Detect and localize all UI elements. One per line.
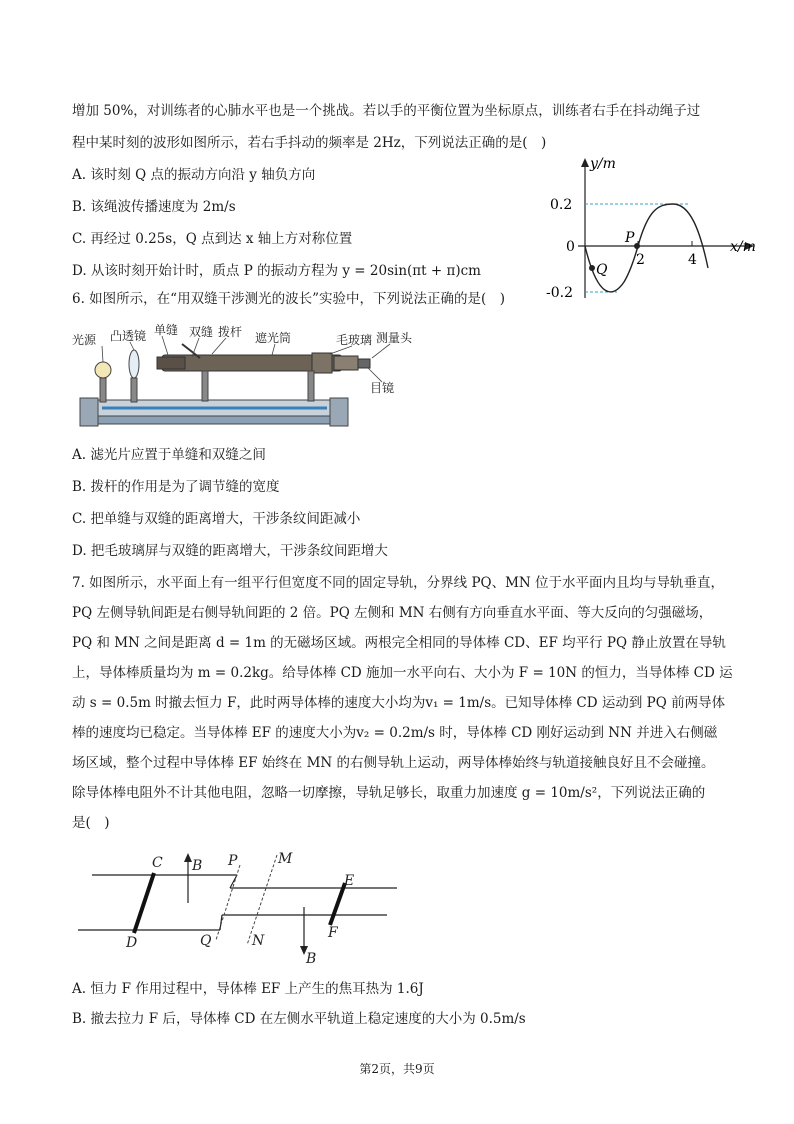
tube-stand-right (308, 371, 314, 401)
rail-right-foot (330, 398, 348, 426)
label-q: Q (200, 933, 212, 949)
y-axis-label: y/m (590, 156, 616, 172)
boundary-pq (216, 865, 240, 940)
slit-holder (157, 357, 185, 369)
rod-cd (134, 873, 154, 933)
label-measuring-head: 测量头 (376, 331, 413, 345)
y-max-label: 0.2 (550, 197, 573, 213)
q5-option-d: D. 从该时刻开始计时，质点 P 的振动方程为 y = 20sin(πt + π)cm (72, 263, 481, 279)
q5-option-a: A. 该时刻 Q 点的振动方向沿 y 轴负方向 (72, 167, 316, 183)
q6-stem: 6. 如图所示，在“用双缝干涉测光的波长”实验中，下列说法正确的是( ) (72, 291, 506, 307)
label-d: D (126, 935, 138, 951)
q7-stem-line-5: 动 s = 0.5m 时撤去恒力 F，此时两导体棒的速度大小均为v₁ = 1m/s。已知导体棒 CD 运动到 PQ 前两导体 (72, 695, 726, 711)
q7-stem-line-7: 场区域，整个过程中导体棒 EF 始终在 MN 的右侧导轨上运动，两导体棒始终与轨道接触良好且不会碰撞。 (72, 755, 715, 771)
q7-stem-line-8: 除导体棒电阻外不计其他电阻，忽略一切摩擦，导轨足够长，取重力加速度 g = 10m/s²，下列说法正确的 (72, 785, 706, 801)
point-p-label: P (625, 230, 635, 246)
page-footer: 第2页，共9页 (359, 1062, 435, 1076)
q7-stem-line-2: PQ 左侧导轨间距是右侧导轨间距的 2 倍。PQ 左侧和 MN 右侧有方向垂直水平面、等大反向的匀强磁场， (72, 605, 713, 621)
point-p-marker (634, 243, 640, 249)
q7-stem-line-1: 7. 如图所示，水平面上有一组平行但宽度不同的固定导轨，分界线 PQ、MN 位于水平面内且均与导轨垂直， (72, 575, 725, 591)
label-m: M (278, 851, 293, 867)
q7-option-b: B. 撤去拉力 F 后，导体棒 CD 在左侧水平轨道上稳定速度的大小为 0.5m/s (72, 1011, 526, 1027)
tube-stand-left (202, 371, 208, 401)
x-axis-label: x/m (730, 239, 756, 255)
bulb (95, 362, 111, 378)
q5-option-b: B. 该绳波传播速度为 2m/s (72, 199, 236, 215)
label-lever: 拨杆 (218, 325, 243, 339)
boundary-mn (247, 855, 277, 945)
q6-option-c: C. 把单缝与双缝的距离增大，干涉条纹间距减小 (72, 511, 361, 527)
double-slit-apparatus (72, 322, 422, 432)
q7-stem-line-4: 上，导体棒质量均为 m = 0.2kg。给导体棒 CD 施加一水平向右、大小为 F = 10N 的恒力，当导体棒 CD 运 (72, 665, 733, 681)
label-e: E (344, 873, 355, 889)
lens-stand (131, 378, 137, 402)
x-tick-2-label: 2 (636, 252, 645, 268)
label-single-slit: 单缝 (154, 323, 179, 337)
rail-diagram (72, 845, 422, 975)
label-b-up: B (192, 858, 203, 874)
y-min-label: -0.2 (546, 285, 573, 301)
y-axis-arrow (581, 158, 589, 167)
measuring-head (334, 356, 358, 370)
q5-stem-line-1: 增加 50%，对训练者的心肺水平也是一个挑战。若以手的平衡位置为坐标原点，训练者右手在抖动绳子过 (72, 103, 701, 119)
wave-graph (540, 150, 770, 310)
bulb-stand (100, 378, 106, 402)
label-frosted-glass: 毛玻璃 (336, 333, 373, 347)
q7-option-a: A. 恒力 F 作用过程中，导体棒 EF 上产生的焦耳热为 1.6J (72, 981, 424, 997)
label-convex-lens: 凸透镜 (110, 329, 147, 343)
q7-stem-line-3: PQ 和 MN 之间是距离 d = 1m 的无磁场区域。两根完全相同的导体棒 CD、EF 均平行 PQ 静止放置在导轨 (72, 635, 726, 651)
wave-curve (585, 204, 708, 292)
lens (129, 350, 139, 378)
label-p: P (228, 853, 238, 869)
x-tick-4-label: 4 (688, 252, 697, 268)
point-q-marker (589, 265, 595, 271)
eyepiece (358, 359, 370, 368)
rail-left-foot (80, 398, 98, 426)
q6-option-b: B. 拨杆的作用是为了调节缝的宽度 (72, 479, 280, 495)
q7-stem-line-9: 是( ) (72, 815, 110, 831)
q5-option-c: C. 再经过 0.25s，Q 点到达 x 轴上方对称位置 (72, 231, 353, 247)
q6-option-d: D. 把毛玻璃屏与双缝的距离增大，干涉条纹间距增大 (72, 543, 388, 559)
rail-side (97, 416, 332, 424)
label-n: N (252, 933, 265, 949)
q6-option-a: A. 滤光片应置于单缝和双缝之间 (72, 447, 266, 463)
label-c: C (152, 855, 163, 871)
q5-stem-line-2: 程中某时刻的波形如图所示，若右手抖动的频率是 2Hz，下列说法正确的是( ) (72, 135, 547, 151)
frosted-glass-housing (312, 353, 332, 373)
q7-stem-line-6: 棒的速度均已稳定。当导体棒 EF 的速度大小为v₂ = 0.2m/s 时，导体棒 CD 刚好运动到 NN 并进入右侧磁 (72, 725, 718, 741)
point-q-label: Q (596, 262, 608, 278)
label-shade-tube: 遮光筒 (255, 331, 292, 345)
label-b-down: B (306, 951, 317, 967)
label-double-slit: 双缝 (189, 325, 214, 339)
label-eyepiece: 目镜 (370, 381, 395, 395)
rod-ef (330, 883, 345, 925)
origin-label: 0 (566, 239, 575, 255)
label-f: F (328, 925, 338, 941)
label-light-source: 光源 (72, 333, 97, 347)
